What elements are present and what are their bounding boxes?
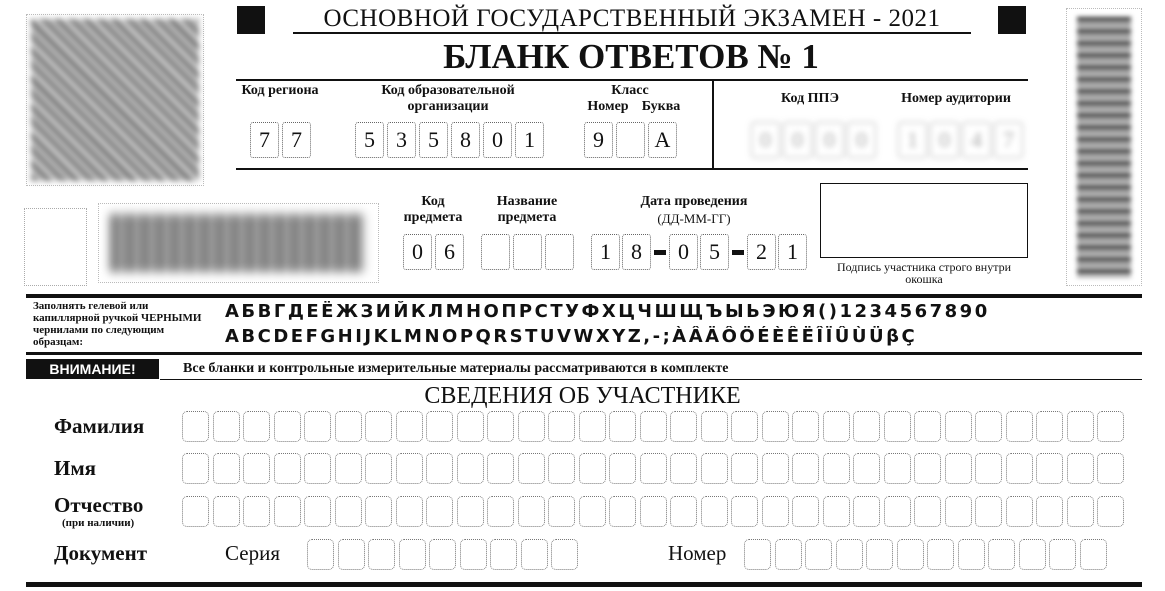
patronymic-cell[interactable]: [518, 496, 545, 527]
form-title: БЛАНК ОТВЕТОВ № 1: [443, 37, 819, 76]
name-cell[interactable]: [274, 453, 301, 484]
divider: [236, 79, 1028, 81]
surname-field[interactable]: [182, 411, 1124, 442]
ppe-digit[interactable]: 0: [847, 122, 876, 158]
name-cell[interactable]: [487, 453, 514, 484]
patronymic-note: (при наличии): [62, 517, 135, 529]
number-label: Номер: [668, 541, 727, 565]
name-cell[interactable]: [945, 453, 972, 484]
patronymic-cell[interactable]: [884, 496, 911, 527]
divider: [26, 352, 1142, 355]
name-cell[interactable]: [365, 453, 392, 484]
registration-marker-left: [237, 6, 265, 34]
org-label: Код образовательной организации: [381, 83, 515, 114]
class-label: Класс: [611, 83, 649, 98]
subject-name-label: Название предмета: [496, 194, 558, 225]
surname-cell[interactable]: [853, 411, 880, 442]
series-field[interactable]: [307, 539, 578, 570]
name-cell[interactable]: [609, 453, 636, 484]
patronymic-cell[interactable]: [274, 496, 301, 527]
patronymic-cell[interactable]: [792, 496, 819, 527]
patronymic-cell[interactable]: [670, 496, 697, 527]
name-cell[interactable]: [1067, 453, 1094, 484]
patronymic-cell[interactable]: [182, 496, 209, 527]
document-number-cell[interactable]: [866, 539, 893, 570]
surname-cell[interactable]: [396, 411, 423, 442]
patronymic-cell[interactable]: [1067, 496, 1094, 527]
ppe-digit[interactable]: 0: [783, 122, 812, 158]
series-cell[interactable]: [460, 539, 487, 570]
patronymic-cell[interactable]: [243, 496, 270, 527]
stamp-box: [24, 208, 87, 286]
name-field[interactable]: [182, 453, 1124, 484]
sample-row-cyrillic: АБВГДЕЁЖЗИЙКЛМНОПРСТУФХЦЧШЩЪЫЬЭЮЯ()1234567890: [225, 301, 990, 322]
barcode-right: [1066, 8, 1142, 286]
patronymic-cell[interactable]: [457, 496, 484, 527]
series-cell[interactable]: [521, 539, 548, 570]
divider: [26, 582, 1142, 587]
name-cell[interactable]: [975, 453, 1002, 484]
subject-name-cell[interactable]: [481, 234, 510, 270]
patronymic-cell[interactable]: [426, 496, 453, 527]
class-field[interactable]: [584, 122, 677, 158]
surname-cell[interactable]: [975, 411, 1002, 442]
warning-badge: ВНИМАНИЕ!: [26, 359, 159, 379]
document-number-cell[interactable]: [775, 539, 802, 570]
region-digit[interactable]: 7: [250, 122, 279, 158]
name-cell[interactable]: [396, 453, 423, 484]
surname-cell[interactable]: [1097, 411, 1124, 442]
surname-cell[interactable]: [274, 411, 301, 442]
patronymic-cell[interactable]: [304, 496, 331, 527]
patronymic-cell[interactable]: [609, 496, 636, 527]
patronymic-label: Отчество: [54, 493, 144, 517]
patronymic-cell[interactable]: [1036, 496, 1063, 527]
surname-cell[interactable]: [213, 411, 240, 442]
org-digit[interactable]: 5: [355, 122, 384, 158]
surname-cell[interactable]: [579, 411, 606, 442]
document-number-cell[interactable]: [1019, 539, 1046, 570]
series-cell[interactable]: [399, 539, 426, 570]
series-cell[interactable]: [551, 539, 578, 570]
name-cell[interactable]: [457, 453, 484, 484]
patronymic-cell[interactable]: [701, 496, 728, 527]
patronymic-cell[interactable]: [579, 496, 606, 527]
surname-cell[interactable]: [457, 411, 484, 442]
room-label: Номер аудитории: [901, 91, 1011, 106]
region-label: Код региона: [241, 83, 319, 98]
patronymic-cell[interactable]: [640, 496, 667, 527]
series-label: Серия: [225, 541, 280, 565]
room-field[interactable]: [898, 122, 1023, 158]
ppe-digit[interactable]: 0: [751, 122, 780, 158]
name-cell[interactable]: [792, 453, 819, 484]
subject-name-field[interactable]: [481, 234, 574, 270]
surname-cell[interactable]: [762, 411, 789, 442]
document-number-cell[interactable]: [897, 539, 924, 570]
surname-cell[interactable]: [1036, 411, 1063, 442]
surname-cell[interactable]: [335, 411, 362, 442]
name-cell[interactable]: [213, 453, 240, 484]
signature-box[interactable]: [820, 183, 1028, 258]
surname-cell[interactable]: [182, 411, 209, 442]
surname-cell[interactable]: [1067, 411, 1094, 442]
series-cell[interactable]: [429, 539, 456, 570]
date-digit[interactable]: 1: [778, 234, 807, 270]
name-cell[interactable]: [335, 453, 362, 484]
surname-cell[interactable]: [548, 411, 575, 442]
date-separator: [654, 250, 666, 255]
surname-cell[interactable]: [914, 411, 941, 442]
patronymic-cell[interactable]: [914, 496, 941, 527]
name-cell[interactable]: [1006, 453, 1033, 484]
surname-cell[interactable]: [823, 411, 850, 442]
class-number-label: Номер: [587, 99, 629, 114]
org-digit[interactable]: 0: [483, 122, 512, 158]
sample-row-latin: ABCDEFGHIJKLMNOPQRSTUVWXYZ,-;ÀÂÄÔÖÉÈÊËÎÏÛÙÜβÇ: [225, 326, 918, 347]
qr-code: [26, 14, 204, 186]
name-cell[interactable]: [1097, 453, 1124, 484]
divider: [26, 294, 1142, 298]
document-number-field[interactable]: [744, 539, 1107, 570]
org-digit[interactable]: 5: [419, 122, 448, 158]
date-digit[interactable]: 0: [669, 234, 698, 270]
name-label: Имя: [54, 456, 96, 480]
room-digit[interactable]: 7: [994, 122, 1023, 158]
subject-name-cell[interactable]: [545, 234, 574, 270]
class-letter-cell[interactable]: А: [648, 122, 677, 158]
participant-section-title: СВЕДЕНИЯ ОБ УЧАСТНИКЕ: [424, 383, 741, 409]
region-digit[interactable]: 7: [282, 122, 311, 158]
patronymic-field[interactable]: [182, 496, 1124, 527]
date-format: (ДД-ММ-ГГ): [657, 211, 731, 226]
subject-code-digit[interactable]: 6: [435, 234, 464, 270]
series-cell[interactable]: [490, 539, 517, 570]
name-cell[interactable]: [243, 453, 270, 484]
subject-code-field[interactable]: [403, 234, 464, 270]
date-digit[interactable]: 2: [747, 234, 776, 270]
surname-cell[interactable]: [670, 411, 697, 442]
patronymic-cell[interactable]: [1006, 496, 1033, 527]
ppe-code-field[interactable]: [751, 122, 876, 158]
divider: [160, 379, 1142, 380]
patronymic-cell[interactable]: [548, 496, 575, 527]
fill-instruction: Заполнять гелевой или капиллярной ручкой ЧЕРНЫМИ чернилами по следующим образцам:: [33, 300, 202, 348]
name-cell[interactable]: [701, 453, 728, 484]
series-cell[interactable]: [368, 539, 395, 570]
surname-cell[interactable]: [1006, 411, 1033, 442]
series-cell[interactable]: [307, 539, 334, 570]
barcode-middle: [98, 203, 379, 283]
class-empty-cell[interactable]: [616, 122, 645, 158]
document-label: Документ: [54, 541, 148, 565]
org-digit[interactable]: 1: [515, 122, 544, 158]
subject-code-label: Код предмета: [403, 194, 463, 225]
patronymic-cell[interactable]: [945, 496, 972, 527]
document-number-cell[interactable]: [744, 539, 771, 570]
patronymic-cell[interactable]: [1097, 496, 1124, 527]
surname-cell[interactable]: [609, 411, 636, 442]
document-number-cell[interactable]: [836, 539, 863, 570]
surname-cell[interactable]: [884, 411, 911, 442]
date-digit[interactable]: 5: [700, 234, 729, 270]
name-cell[interactable]: [731, 453, 758, 484]
divider: [236, 168, 1028, 170]
patronymic-cell[interactable]: [853, 496, 880, 527]
document-number-cell[interactable]: [1049, 539, 1076, 570]
class-number-cell[interactable]: 9: [584, 122, 613, 158]
date-digit[interactable]: 1: [591, 234, 620, 270]
org-digit[interactable]: 3: [387, 122, 416, 158]
room-digit[interactable]: 4: [962, 122, 991, 158]
patronymic-cell[interactable]: [823, 496, 850, 527]
divider: [712, 79, 714, 169]
surname-cell[interactable]: [487, 411, 514, 442]
surname-cell[interactable]: [945, 411, 972, 442]
surname-label: Фамилия: [54, 414, 145, 438]
name-cell[interactable]: [182, 453, 209, 484]
patronymic-cell[interactable]: [396, 496, 423, 527]
room-digit[interactable]: 0: [930, 122, 959, 158]
patronymic-cell[interactable]: [487, 496, 514, 527]
signature-caption: Подпись участника строго внутри окошка: [836, 260, 1012, 286]
room-digit[interactable]: 1: [898, 122, 927, 158]
surname-cell[interactable]: [518, 411, 545, 442]
name-cell[interactable]: [670, 453, 697, 484]
document-number-cell[interactable]: [927, 539, 954, 570]
patronymic-cell[interactable]: [731, 496, 758, 527]
date-digit[interactable]: 8: [622, 234, 651, 270]
subject-code-digit[interactable]: 0: [403, 234, 432, 270]
surname-cell[interactable]: [640, 411, 667, 442]
region-code-field[interactable]: [250, 122, 311, 158]
surname-cell[interactable]: [304, 411, 331, 442]
name-cell[interactable]: [823, 453, 850, 484]
patronymic-cell[interactable]: [762, 496, 789, 527]
org-digit[interactable]: 8: [451, 122, 480, 158]
ppe-label: Код ППЭ: [781, 91, 839, 106]
name-cell[interactable]: [884, 453, 911, 484]
patronymic-cell[interactable]: [213, 496, 240, 527]
name-cell[interactable]: [853, 453, 880, 484]
name-cell[interactable]: [518, 453, 545, 484]
class-letter-label: Буква: [641, 99, 681, 114]
date-label: Дата проведения: [640, 194, 748, 209]
document-number-cell[interactable]: [1080, 539, 1107, 570]
patronymic-cell[interactable]: [365, 496, 392, 527]
registration-marker-right: [998, 6, 1026, 34]
name-cell[interactable]: [914, 453, 941, 484]
surname-cell[interactable]: [731, 411, 758, 442]
surname-cell[interactable]: [701, 411, 728, 442]
ppe-digit[interactable]: 0: [815, 122, 844, 158]
name-cell[interactable]: [426, 453, 453, 484]
name-cell[interactable]: [579, 453, 606, 484]
surname-cell[interactable]: [792, 411, 819, 442]
patronymic-cell[interactable]: [335, 496, 362, 527]
surname-cell[interactable]: [243, 411, 270, 442]
org-code-field[interactable]: [355, 122, 544, 158]
subject-name-cell[interactable]: [513, 234, 542, 270]
patronymic-cell[interactable]: [975, 496, 1002, 527]
document-number-cell[interactable]: [805, 539, 832, 570]
name-cell[interactable]: [640, 453, 667, 484]
date-separator: [732, 250, 744, 255]
name-cell[interactable]: [304, 453, 331, 484]
warning-text: Все бланки и контрольные измерительные материалы рассматриваются в комплекте: [183, 361, 729, 376]
document-number-cell[interactable]: [958, 539, 985, 570]
document-number-cell[interactable]: [988, 539, 1015, 570]
date-field[interactable]: [591, 234, 807, 270]
surname-cell[interactable]: [426, 411, 453, 442]
name-cell[interactable]: [1036, 453, 1063, 484]
name-cell[interactable]: [762, 453, 789, 484]
surname-cell[interactable]: [365, 411, 392, 442]
exam-title: ОСНОВНОЙ ГОСУДАРСТВЕННЫЙ ЭКЗАМЕН - 2021: [293, 4, 971, 34]
name-cell[interactable]: [548, 453, 575, 484]
series-cell[interactable]: [338, 539, 365, 570]
